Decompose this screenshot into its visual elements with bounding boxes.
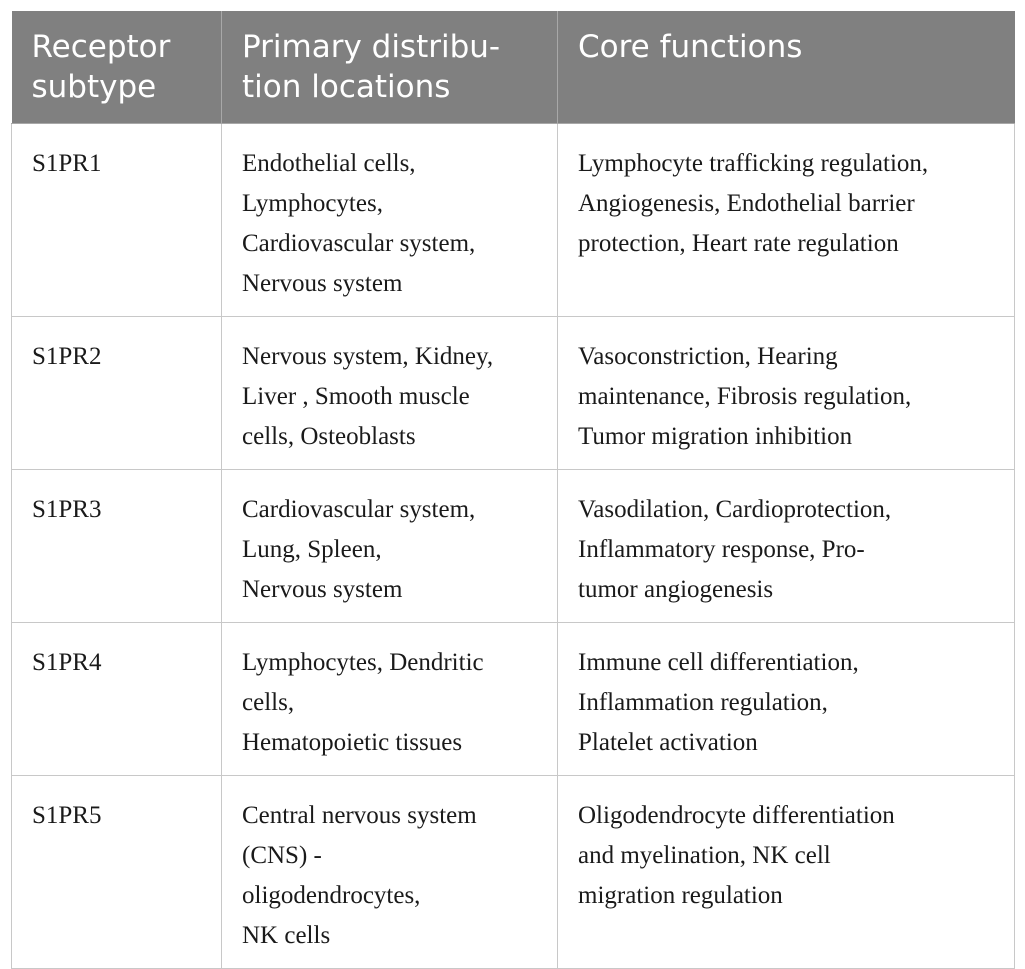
- subtype-cell: S1PR3: [12, 470, 222, 623]
- header-line: Core functions: [578, 29, 803, 65]
- header-line: subtype: [31, 69, 157, 105]
- subtype-cell: S1PR4: [12, 623, 222, 776]
- table-row: [12, 124, 1015, 317]
- subtype-cell: S1PR1: [12, 124, 222, 317]
- table-row: [12, 776, 1015, 969]
- table-row: [12, 623, 1015, 776]
- locations-cell: [222, 470, 558, 623]
- table-row: [12, 470, 1015, 623]
- header-primary-distribution: [222, 11, 558, 124]
- cell-line: Lymphocytes, Dendritic: [242, 649, 484, 676]
- cell-line: Angiogenesis, Endothelial barrier: [578, 190, 915, 217]
- cell-line: NK cells: [242, 922, 331, 949]
- header-line: Receptor: [31, 29, 171, 65]
- subtype-cell: S1PR2: [12, 317, 222, 470]
- functions-cell: [558, 317, 1015, 470]
- cell-line: migration regulation: [578, 882, 783, 909]
- cell-line: and myelination, NK cell: [578, 842, 831, 869]
- functions-cell: [558, 623, 1015, 776]
- cell-line: (CNS) -: [242, 842, 322, 869]
- cell-line: oligodendrocytes,: [242, 882, 421, 909]
- cell-line: Central nervous system: [242, 802, 477, 829]
- cell-line: Nervous system: [242, 576, 403, 603]
- table-body: [12, 124, 1015, 969]
- cell-line: Vasodilation, Cardioprotection,: [578, 496, 892, 523]
- cell-line: Immune cell differentiation,: [578, 649, 859, 676]
- table-header: [12, 11, 1015, 124]
- locations-cell: [222, 623, 558, 776]
- functions-cell: [558, 776, 1015, 969]
- header-receptor-subtype: [12, 11, 222, 124]
- cell-line: cells, Osteoblasts: [242, 423, 416, 450]
- cell-line: Lymphocytes,: [242, 190, 383, 217]
- cell-line: Endothelial cells,: [242, 150, 416, 177]
- table-row: [12, 317, 1015, 470]
- functions-cell: [558, 124, 1015, 317]
- cell-line: Cardiovascular system,: [242, 496, 476, 523]
- locations-cell: [222, 317, 558, 470]
- cell-line: Nervous system, Kidney,: [242, 343, 494, 370]
- locations-cell: [222, 776, 558, 969]
- header-line: tion locations: [242, 69, 451, 105]
- cell-line: Vasoconstriction, Hearing: [578, 343, 838, 370]
- cell-line: cells,: [242, 689, 295, 716]
- cell-line: protection, Heart rate regulation: [578, 230, 899, 257]
- header-line: Primary distribu-: [242, 29, 501, 65]
- functions-cell: [558, 470, 1015, 623]
- cell-line: Liver , Smooth muscle: [242, 383, 470, 410]
- cell-line: Inflammation regulation,: [578, 689, 828, 716]
- cell-line: Oligodendrocyte differentiation: [578, 802, 895, 829]
- header-row: [12, 11, 1015, 124]
- cell-line: Cardiovascular system,: [242, 230, 476, 257]
- locations-cell: [222, 124, 558, 317]
- cell-line: tumor angiogenesis: [578, 576, 774, 603]
- subtype-cell: S1PR5: [12, 776, 222, 969]
- cell-line: Tumor migration inhibition: [578, 423, 853, 450]
- cell-line: Platelet activation: [578, 729, 758, 756]
- cell-line: Lung, Spleen,: [242, 536, 382, 563]
- cell-line: Nervous system: [242, 270, 403, 297]
- receptor-table-container: [11, 11, 1014, 947]
- receptor-table: [11, 11, 1015, 969]
- cell-line: Hematopoietic tissues: [242, 729, 463, 756]
- header-core-functions: [558, 11, 1015, 124]
- cell-line: Inflammatory response, Pro-: [578, 536, 865, 563]
- cell-line: Lymphocyte trafficking regulation,: [578, 150, 929, 177]
- cell-line: maintenance, Fibrosis regulation,: [578, 383, 912, 410]
